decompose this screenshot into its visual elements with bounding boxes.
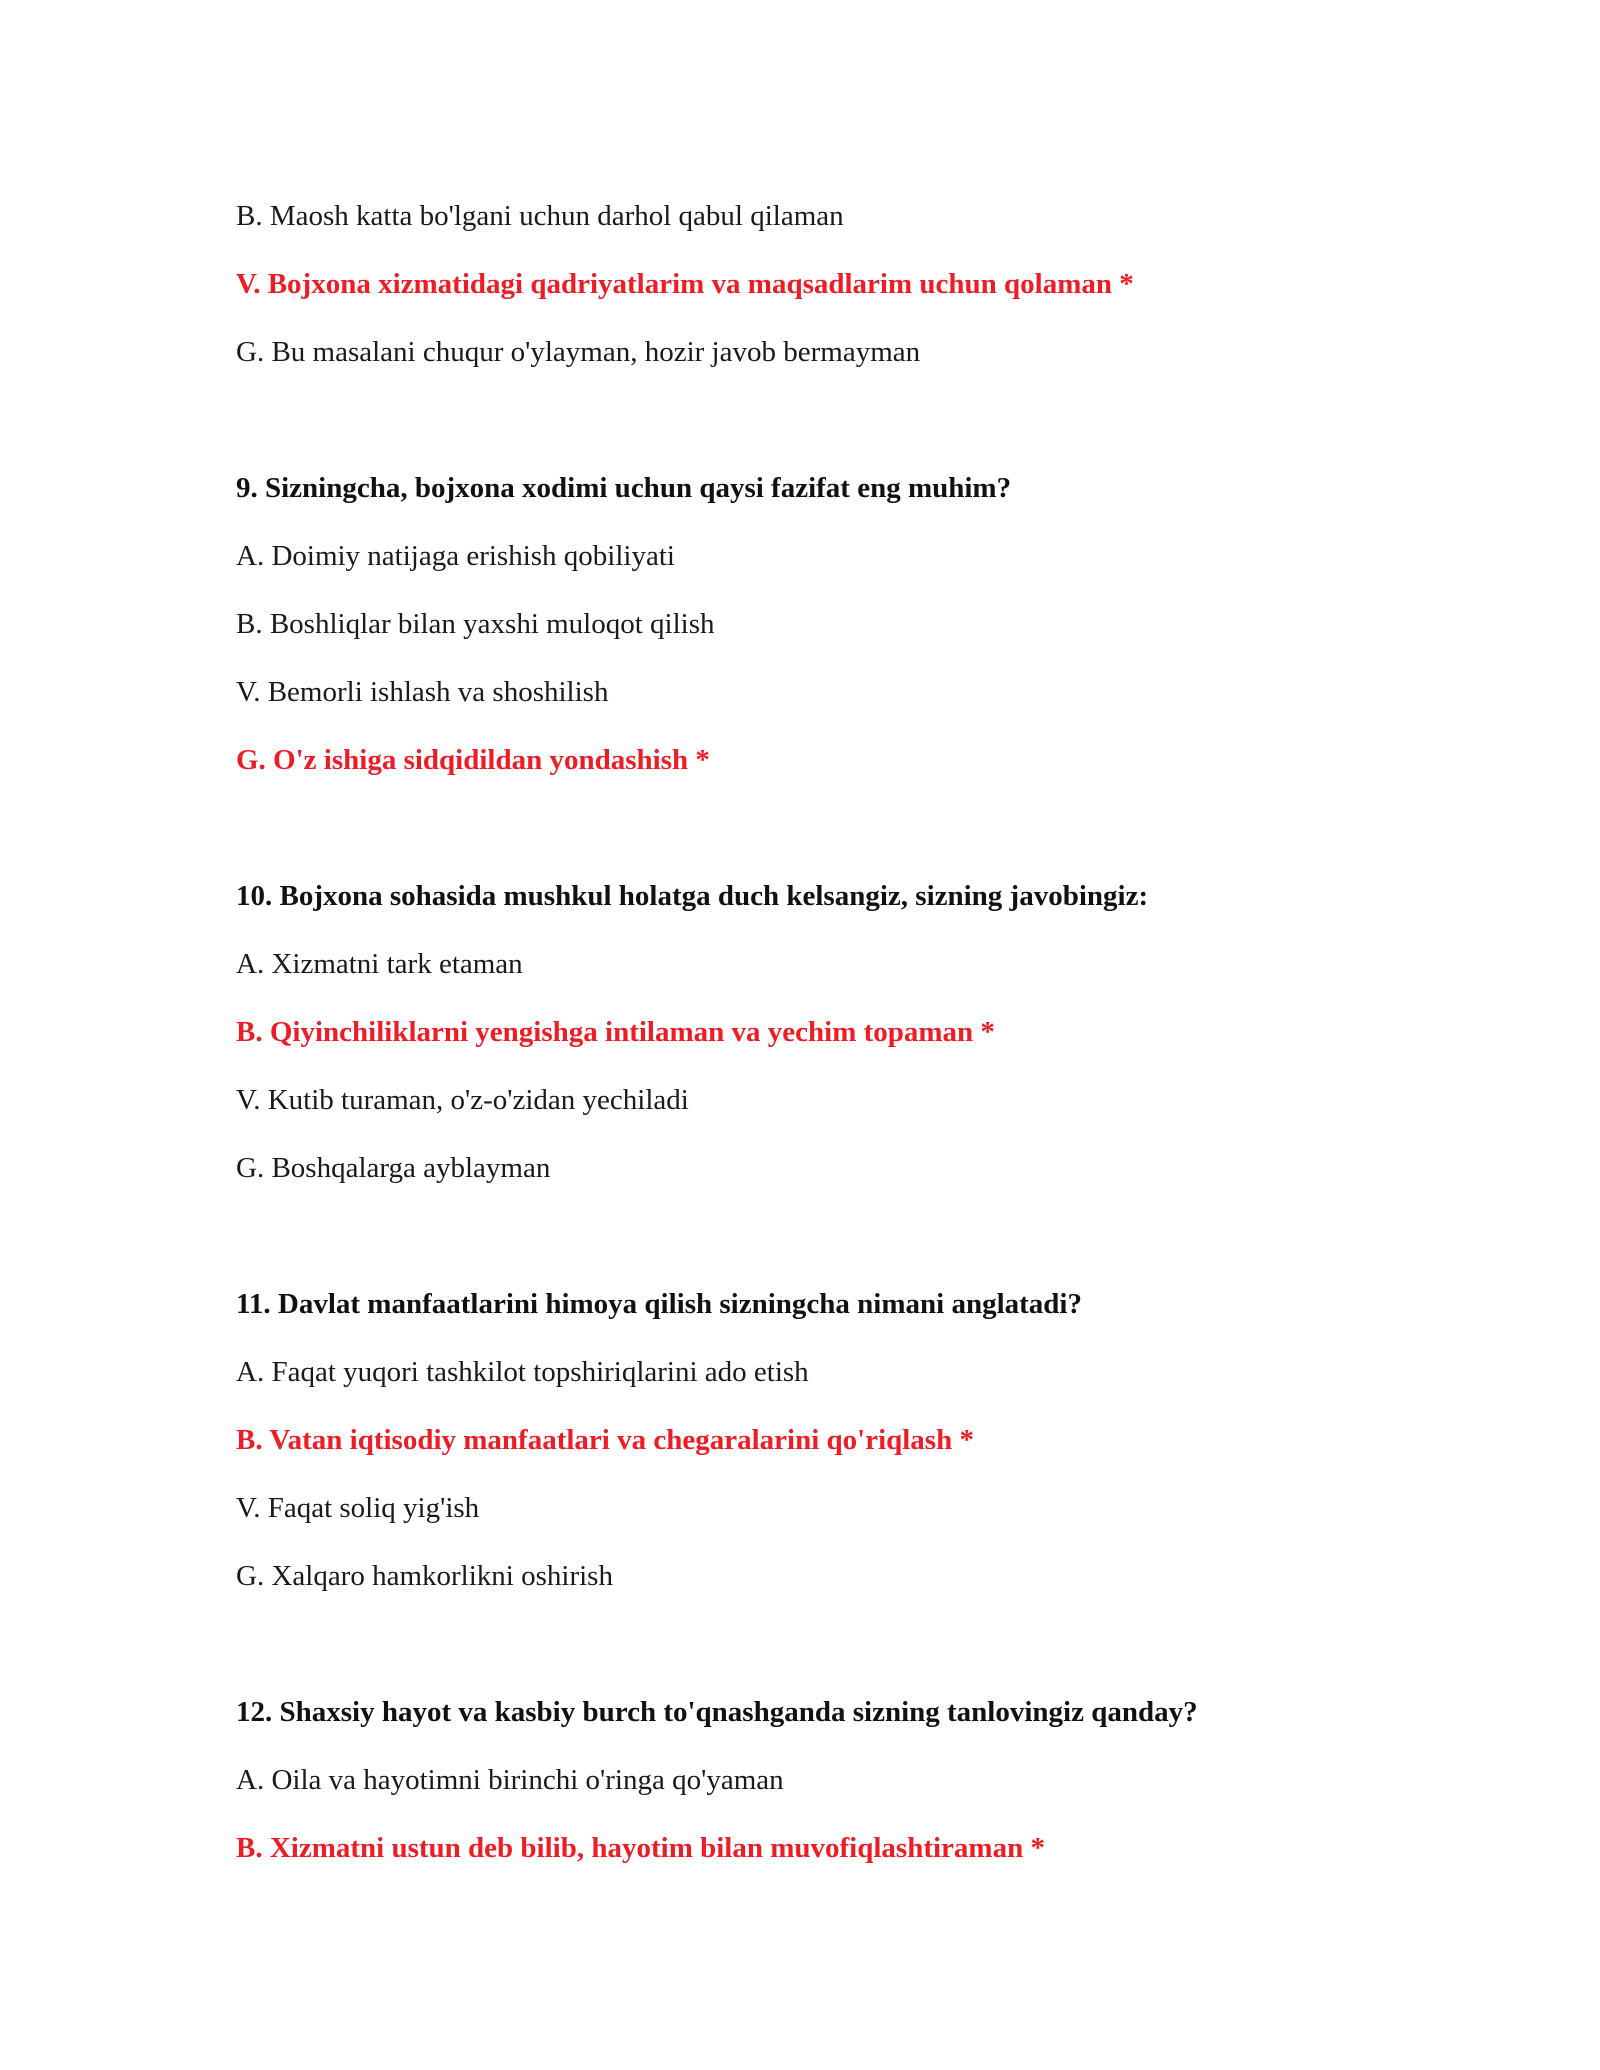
answer-option: A. Doimiy natijaga erishish qobiliyati [236,540,675,572]
answer-option: A. Oila va hayotimni birinchi o'ringa qo'yaman [236,1764,784,1796]
question-block [236,1270,1436,1610]
answer-option: G. Boshqalarga ayblayman [236,1152,551,1184]
answer-option: V. Faqat soliq yig'ish [236,1492,480,1524]
question-block [236,1678,1436,1882]
answer-option: G. Bu masalani chuqur o'ylayman, hozir javob bermayman [236,336,921,368]
question-text: 9. Sizningcha, bojxona xodimi uchun qaysi fazifat eng muhim? [236,472,1012,504]
question-block [236,862,1436,1202]
lead-options [236,182,1436,386]
answer-option: B. Maosh katta bo'lgani uchun darhol qabul qilaman [236,200,844,232]
spacer [236,1610,1436,1678]
correct-answer-option: B. Xizmatni ustun deb bilib, hayotim bilan muvofiqlashtiraman * [236,1832,1045,1864]
answer-option: A. Faqat yuqori tashkilot topshiriqlarini ado etish [236,1356,809,1388]
answer-option: G. Xalqaro hamkorlikni oshirish [236,1560,613,1592]
correct-answer-option: G. O'z ishiga sidqidildan yondashish * [236,744,710,776]
answer-option: V. Kutib turaman, o'z-o'zidan yechiladi [236,1084,689,1116]
document-content [236,182,1436,1882]
correct-answer-option: B. Vatan iqtisodiy manfaatlari va chegaralarini qo'riqlash * [236,1424,974,1456]
question-text: 12. Shaxsiy hayot va kasbiy burch to'qnashganda sizning tanlovingiz qanday? [236,1696,1198,1728]
question-text: 10. Bojxona sohasida mushkul holatga duch kelsangiz, sizning javobingiz: [236,880,1149,912]
spacer [236,1202,1436,1270]
correct-answer-option: V. Bojxona xizmatidagi qadriyatlarim va maqsadlarim uchun qolaman * [236,268,1134,300]
question-text: 11. Davlat manfaatlarini himoya qilish sizningcha nimani anglatadi? [236,1288,1082,1320]
spacer [236,794,1436,862]
answer-option: B. Boshliqlar bilan yaxshi muloqot qilish [236,608,715,640]
spacer [236,386,1436,454]
answer-option: A. Xizmatni tark etaman [236,948,523,980]
correct-answer-option: B. Qiyinchiliklarni yengishga intilaman va yechim topaman * [236,1016,995,1048]
question-block [236,454,1436,794]
answer-option: V. Bemorli ishlash va shoshilish [236,676,609,708]
